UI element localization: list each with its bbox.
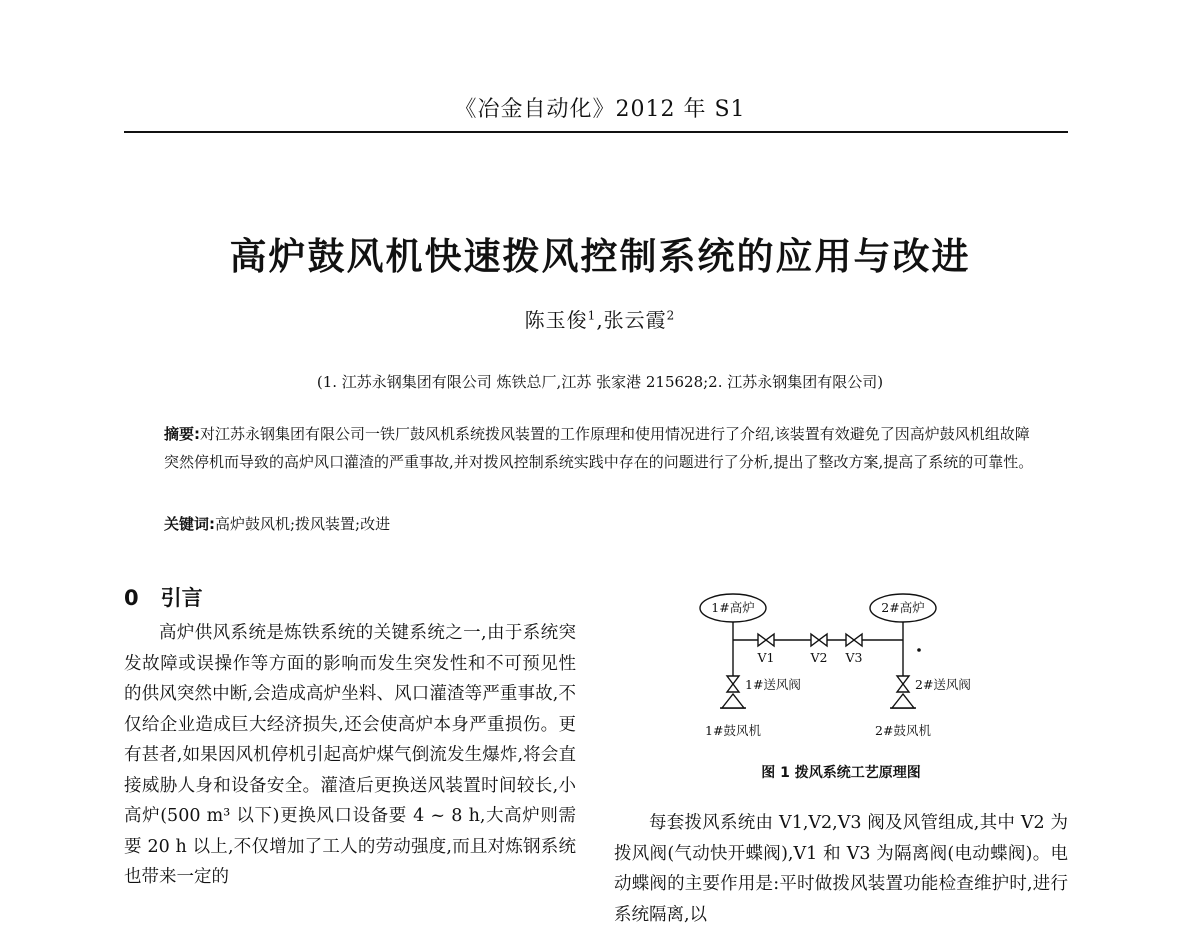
paper-title: 高炉鼓风机快速拨风控制系统的应用与改进: [229, 235, 971, 278]
valve-2-icon: [897, 676, 909, 684]
author-1: 陈玉俊: [524, 308, 588, 332]
left-column: [124, 618, 576, 893]
furnace-1-label: 1#高炉: [711, 600, 755, 615]
valve-v2-icon: [811, 634, 819, 646]
author-2-affiliation-mark: 2: [666, 308, 676, 323]
valve-v2-icon-right: [819, 634, 827, 646]
v2-label: V2: [810, 650, 828, 665]
intro-paragraph: 高炉供风系统是炼铁系统的关键系统之一,由于系统突发故障或误操作等方面的影响而发生突发性和不可预见性的供风突然中断,会造成高炉坐料、风口灌渣等严重事故,不仅给企业造成巨大经济损失,还会使高炉本身严重损伤。更有甚者,如果因风机停机引起高炉煤气倒流发生爆炸,将会直接威胁人身和设备安全。灌渣后更换送风装置时间较长,小高炉(500 m³ 以下)更换风口设备要 4 ~ 8 h,大高炉则需要 20 h 以上,不仅增加了工人的劳动强度,而且对炼钢系统也带来一定的: [124, 623, 576, 887]
system-paragraph: 每套拨风系统由 V1,V2,V3 阀及风管组成,其中 V2 为拨风阀(气动快开蝶阀),V1 和 V3 为隔离阀(电动蝶阀)。电动蝶阀的主要作用是:平时做拨风装置功能检查维护时,进行系统隔离,以: [614, 813, 1068, 925]
header-rule: [124, 131, 1068, 133]
valve-v1-icon: [758, 634, 766, 646]
valve-1-icon-bottom: [727, 684, 739, 692]
blower-1-icon: [722, 694, 744, 708]
right-column: [614, 808, 1068, 930]
author-separator: ,: [596, 308, 604, 332]
section-heading: [124, 582, 203, 612]
junction-dot: [917, 648, 921, 652]
valve-1-icon: [727, 676, 739, 684]
valve-v3-icon-right: [854, 634, 862, 646]
author-2: 张云霞: [603, 308, 667, 332]
valve-2-icon-bottom: [897, 684, 909, 692]
section-number: 0: [124, 586, 139, 610]
author-1-affiliation-mark: 1: [587, 308, 597, 323]
keywords-text: 高炉鼓风机;拨风装置;改进: [215, 515, 391, 533]
furnace-2-label: 2#高炉: [881, 600, 925, 615]
blower-1-label: 1#鼓风机: [705, 723, 761, 738]
abstract-label: 摘要:: [164, 425, 200, 443]
authors: [0, 304, 1200, 333]
valve-2-label: 2#送风阀: [915, 677, 971, 692]
section-title: 引言: [160, 586, 203, 610]
blower-2-icon: [892, 694, 914, 708]
blower-2-label: 2#鼓风机: [875, 723, 931, 738]
abstract: [164, 420, 1044, 476]
affiliation: (1. 江苏永钢集团有限公司 炼铁总厂,江苏 张家港 215628;2. 江苏永钢集团有限公司): [316, 373, 884, 391]
valve-1-label: 1#送风阀: [745, 677, 801, 692]
v3-label: V3: [845, 650, 863, 665]
process-diagram: [690, 590, 1000, 748]
figure-caption: 图 1 拨风系统工艺原理图: [761, 765, 921, 781]
v1-label: V1: [757, 650, 775, 665]
abstract-text: 对江苏永钢集团有限公司一铁厂鼓风机系统拨风装置的工作原理和使用情况进行了介绍,该装置有效避免了因高炉鼓风机组故障突然停机而导致的高炉风口灌渣的严重事故,并对拨风控制系统实践中存在的问题进行了分析,提出了整改方案,提高了系统的可靠性。: [164, 425, 1034, 471]
journal-header: 《冶金自动化》2012 年 S1: [454, 97, 746, 122]
keywords-label: 关键词:: [164, 515, 215, 533]
keywords: [164, 513, 1044, 534]
valve-v3-icon: [846, 634, 854, 646]
valve-v1-icon-right: [766, 634, 774, 646]
